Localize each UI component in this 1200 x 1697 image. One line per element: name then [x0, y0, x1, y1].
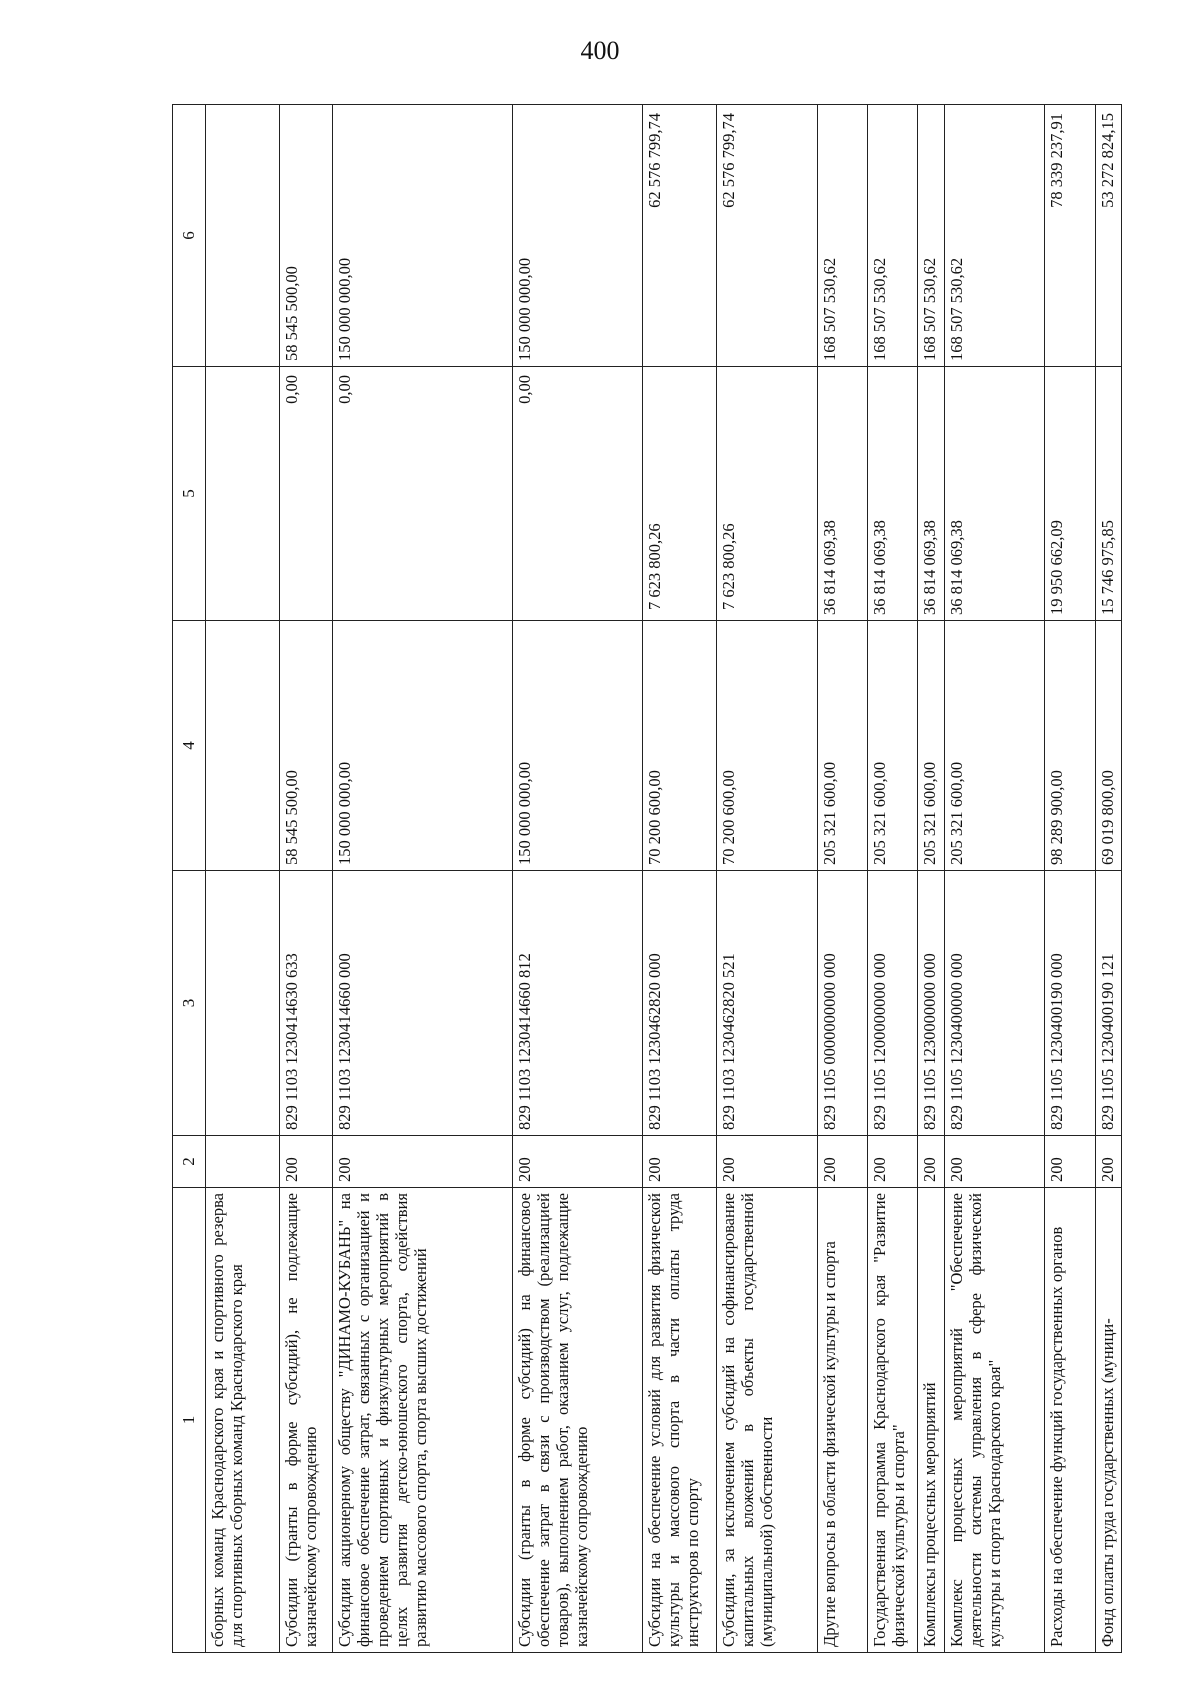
- row-value-4: [205, 621, 279, 871]
- row-value-4: 70 200 600,00: [642, 621, 716, 871]
- row-classifier: [205, 871, 279, 1136]
- row-description: Комплекс процессных мероприятий "Обеспечение деятельности системы управления в сфере физической культуры и спорта Краснодарского края": [944, 1188, 1045, 1653]
- row-value-5: 7 623 800,26: [642, 367, 716, 621]
- header-cell-1: 1: [173, 1188, 206, 1653]
- row-description: Комплексы процессных мероприятий: [918, 1188, 944, 1653]
- row-code: 200: [332, 1136, 513, 1188]
- row-code: 200: [1045, 1136, 1095, 1188]
- row-value-5: 36 814 069,38: [817, 367, 867, 621]
- table-row: [918, 105, 944, 1653]
- table-row: [513, 105, 642, 1653]
- row-classifier: 829 1103 1230414660 812: [513, 871, 642, 1136]
- row-description: сборных команд Краснодарского края и спортивного резерва для спортивных сборных команд Краснодарского края: [205, 1188, 279, 1653]
- row-value-4: 205 321 600,00: [944, 621, 1045, 871]
- budget-table: [172, 104, 1122, 1653]
- row-value-6: 78 339 237,91: [1045, 105, 1095, 367]
- row-code: 200: [280, 1136, 333, 1188]
- row-value-6: 168 507 530,62: [867, 105, 917, 367]
- row-value-6: 168 507 530,62: [918, 105, 944, 367]
- row-value-4: 70 200 600,00: [716, 621, 817, 871]
- table-row: [1095, 105, 1121, 1653]
- rotated-table-container: [172, 105, 1122, 1653]
- row-value-5: 0,00: [332, 367, 513, 621]
- header-cell-2: 2: [173, 1136, 206, 1188]
- row-value-5: 15 746 975,85: [1095, 367, 1121, 621]
- row-classifier: 829 1105 1230400190 000: [1045, 871, 1095, 1136]
- row-classifier: 829 1103 1230414660 000: [332, 871, 513, 1136]
- row-classifier: 829 1105 1200000000 000: [867, 871, 917, 1136]
- row-value-5: 36 814 069,38: [918, 367, 944, 621]
- row-value-6: 62 576 799,74: [642, 105, 716, 367]
- row-value-6: 53 272 824,15: [1095, 105, 1121, 367]
- row-value-5: 0,00: [280, 367, 333, 621]
- row-value-6: 150 000 000,00: [513, 105, 642, 367]
- row-classifier: 829 1105 1230000000 000: [918, 871, 944, 1136]
- row-description: Субсидии на обеспечение условий для развития физической культуры и массового спорта в части оплаты труда инструкторов по спорту: [642, 1188, 716, 1653]
- row-code: [205, 1136, 279, 1188]
- row-value-4: 205 321 600,00: [817, 621, 867, 871]
- row-description: Субсидии акционерному обществу "ДИНАМО-КУБАНЬ" на финансовое обеспечение затрат, связанных с организацией и проведением спортивных и физкультурных мероприятий в целях развития детско-юношеского спорта, содействия развитию массового спорта, спорта высших достижений: [332, 1188, 513, 1653]
- page-number: 400: [580, 36, 620, 65]
- row-value-4: 205 321 600,00: [867, 621, 917, 871]
- row-value-4: 150 000 000,00: [513, 621, 642, 871]
- header-cell-6: 6: [173, 105, 206, 367]
- header-cell-3: 3: [173, 871, 206, 1136]
- row-classifier: 829 1103 1230462820 521: [716, 871, 817, 1136]
- row-code: 200: [716, 1136, 817, 1188]
- row-classifier: 829 1103 1230462820 000: [642, 871, 716, 1136]
- table-row: [867, 105, 917, 1653]
- row-value-6: 168 507 530,62: [944, 105, 1045, 367]
- row-value-4: 150 000 000,00: [332, 621, 513, 871]
- row-classifier: 829 1105 0000000000 000: [817, 871, 867, 1136]
- row-description: Субсидии, за исключением субсидий на софинансирование капитальных вложений в объекты государственной (муниципальной) собственности: [716, 1188, 817, 1653]
- row-code: 200: [513, 1136, 642, 1188]
- row-value-5: [205, 367, 279, 621]
- row-value-6: 168 507 530,62: [817, 105, 867, 367]
- row-description: Субсидии (гранты в форме субсидий), не подлежащие казначейскому сопровождению: [280, 1188, 333, 1653]
- table-row: [944, 105, 1045, 1653]
- row-classifier: 829 1105 1230400000 000: [944, 871, 1045, 1136]
- row-description: Расходы на обеспечение функций государственных органов: [1045, 1188, 1095, 1653]
- table-row: [817, 105, 867, 1653]
- row-value-5: 36 814 069,38: [867, 367, 917, 621]
- table-row: [642, 105, 716, 1653]
- row-value-5: 7 623 800,26: [716, 367, 817, 621]
- row-code: 200: [918, 1136, 944, 1188]
- row-value-4: 69 019 800,00: [1095, 621, 1121, 871]
- table-row: [205, 105, 279, 1653]
- row-value-5: 0,00: [513, 367, 642, 621]
- row-description: Государственная программа Краснодарского края "Развитие физической культуры и спорта": [867, 1188, 917, 1653]
- row-value-6: 150 000 000,00: [332, 105, 513, 367]
- table-row: [1045, 105, 1095, 1653]
- row-value-4: 205 321 600,00: [918, 621, 944, 871]
- row-code: 200: [1095, 1136, 1121, 1188]
- row-code: 200: [817, 1136, 867, 1188]
- row-code: 200: [944, 1136, 1045, 1188]
- row-description: Другие вопросы в области физической культуры и спорта: [817, 1188, 867, 1653]
- row-classifier: 829 1105 1230400190 121: [1095, 871, 1121, 1136]
- row-classifier: 829 1103 1230414630 633: [280, 871, 333, 1136]
- row-code: 200: [642, 1136, 716, 1188]
- row-value-5: 19 950 662,09: [1045, 367, 1095, 621]
- header-cell-5: 5: [173, 367, 206, 621]
- header-row: [173, 105, 206, 1653]
- row-description: Субсидии (гранты в форме субсидий) на финансовое обеспечение затрат в связи с производством (реализацией товаров), выполнением работ, оказанием услуг, подлежащие казначейскому сопровождению: [513, 1188, 642, 1653]
- table-row: [716, 105, 817, 1653]
- row-value-6: 62 576 799,74: [716, 105, 817, 367]
- row-value-4: 58 545 500,00: [280, 621, 333, 871]
- table-row: [280, 105, 333, 1653]
- row-value-6: [205, 105, 279, 367]
- header-cell-4: 4: [173, 621, 206, 871]
- table-row: [332, 105, 513, 1653]
- row-value-5: 36 814 069,38: [944, 367, 1045, 621]
- row-value-4: 98 289 900,00: [1045, 621, 1095, 871]
- row-value-6: 58 545 500,00: [280, 105, 333, 367]
- row-code: 200: [867, 1136, 917, 1188]
- row-description: Фонд оплаты труда государственных (муници-: [1095, 1188, 1121, 1653]
